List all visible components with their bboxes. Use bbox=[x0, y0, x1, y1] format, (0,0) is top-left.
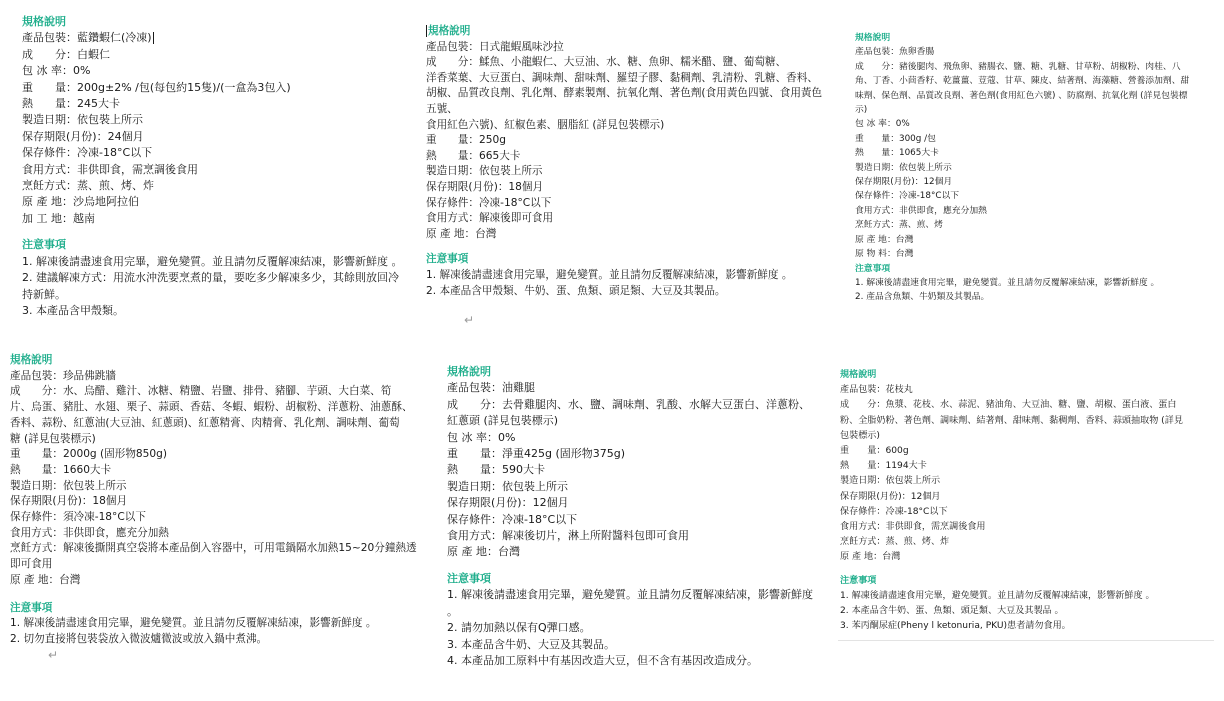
spec-line: 原 產 地：沙烏地阿拉伯 bbox=[22, 195, 139, 209]
text-cursor bbox=[426, 25, 427, 37]
spec-panel-lobster-salad bbox=[426, 24, 821, 329]
spec-line: 保存期限(月份)：12個月 bbox=[447, 496, 569, 510]
spec-line: 熱 量：1194大卡 bbox=[840, 461, 927, 472]
spec-panel-shrimp bbox=[22, 14, 422, 319]
spec-line: 包 冰 率：0% bbox=[447, 430, 516, 444]
spec-line: 包 冰 率：0% bbox=[22, 64, 91, 78]
spec-line: 重 量：300g /包 bbox=[855, 133, 936, 144]
spec-line: 香料、蒜粉、紅蔥油(大豆油、紅蔥頭)、紅蔥精膏、肉精膏、乳化劑、調味劑、葡萄 bbox=[10, 416, 400, 429]
note-line: 3. 本產品含甲殼類。 bbox=[22, 303, 124, 317]
spec-line: 食用方式：非供即食，應充分加熱 bbox=[855, 205, 987, 216]
spec-line: 熱 量：590大卡 bbox=[447, 463, 545, 477]
return-mark-icon: ↵ bbox=[464, 313, 475, 328]
spec-line: 味劑、保色劑、品質改良劑、著色劑(食用紅色六號) 、防腐劑、抗氧化劑 (詳見包裝標 bbox=[855, 90, 1188, 101]
spec-line: 角、丁香、小茴香籽、乾薑薑、荳蔻、甘草、陳皮、結著劑、海藻糖、營養添加劑、甜 bbox=[855, 76, 1190, 87]
note-line: 2. 本產品含牛奶、蛋、魚類、頭足類、大豆及其製品 。 bbox=[840, 606, 1064, 617]
divider bbox=[838, 640, 1214, 641]
spec-line: 熱 量：665大卡 bbox=[426, 149, 521, 162]
spec-line: 重 量：淨重425g (固形物375g) bbox=[447, 447, 626, 461]
spec-line: 產品包裝：油雞腿 bbox=[447, 381, 535, 395]
spec-line: 保存條件：須冷凍-18°C以下 bbox=[10, 511, 146, 524]
spec-line: 產品包裝：珍品佛跳牆 bbox=[10, 369, 116, 382]
note-line: 1. 解凍後請盡速食用完畢，避免變質。並且請勿反覆解凍結凍，影響新鮮度 。 bbox=[840, 590, 1155, 601]
spec-title: 規格說明 bbox=[10, 354, 53, 366]
spec-line: 製造日期：依包裝上所示 bbox=[447, 479, 568, 493]
notes-title: 注意事項 bbox=[447, 571, 491, 585]
spec-line: 保存期限(月份)：12個月 bbox=[840, 491, 941, 502]
spec-line: 保存期限(月份)：12個月 bbox=[855, 177, 953, 188]
spec-line: 保存條件：冷凍-18°C以下 bbox=[855, 191, 960, 202]
spec-line: 食用方式：非供即食，需烹調後食用 bbox=[840, 522, 986, 533]
spec-line: 成 分：豬後腿肉、飛魚卵、豬腸衣、鹽、糖、乳糖、甘草粉、胡椒粉、肉桂、八 bbox=[855, 61, 1181, 72]
spec-line: 原 產 地：台灣 bbox=[426, 227, 497, 240]
spec-line-package: 產品包裝：藍鑽蝦仁(冷凍) bbox=[22, 31, 152, 45]
note-line: 持新鮮。 bbox=[22, 287, 66, 301]
spec-line: 保存期限(月份)：18個月 bbox=[426, 180, 544, 193]
spec-line: 成 分：白蝦仁 bbox=[22, 47, 110, 61]
spec-line: 烹飪方式：蒸、煎、烤、炸 bbox=[22, 179, 154, 193]
spec-line: 五號、 bbox=[426, 102, 458, 115]
spec-line: 製造日期：依包裝上所示 bbox=[22, 113, 143, 127]
spec-line: 產品包裝：魚卵香腸 bbox=[855, 47, 935, 58]
notes-title: 注意事項 bbox=[840, 575, 877, 586]
spec-line: 重 量：2000g (固形物850g) bbox=[10, 448, 168, 461]
note-line: 1. 解凍後請盡速食用完畢，避免變質。並且請勿反覆解凍結凍，影響新鮮度 。 bbox=[10, 617, 377, 630]
spec-line: 保存期限(月份)：24個月 bbox=[22, 129, 144, 143]
note-line: 2. 本產品含甲殼類、牛奶、蛋、魚類、頭足類、大豆及其製品。 bbox=[426, 284, 726, 297]
spec-line: 成 分：水、烏醋、雞汁、冰糖、精鹽、岩鹽、排骨、豬腳、芋頭、大白菜、筍 bbox=[10, 385, 392, 398]
note-line: 1. 解凍後請盡速食用完畢，避免變質。並且請勿反覆解凍結凍，影響新鮮度 。 bbox=[855, 277, 1160, 288]
spec-line: 包裝標示) bbox=[840, 430, 880, 441]
note-line: 。 bbox=[447, 604, 458, 618]
spec-title: 規格說明 bbox=[428, 25, 471, 37]
text-cursor bbox=[153, 32, 154, 44]
spec-line: 洋香菜葉、大豆蛋白、調味劑、甜味劑、羅望子膠、黏稠劑、乳清粉、乳糖、香料、 bbox=[426, 71, 818, 84]
spec-line: 保存條件：冷凍-18°C以下 bbox=[22, 146, 153, 160]
spec-line: 保存條件：冷凍-18°C以下 bbox=[447, 512, 578, 526]
note-line: 4. 本產品加工原料中有基因改造大豆，但不含有基因改造成分。 bbox=[447, 653, 758, 667]
spec-line: 熱 量：245大卡 bbox=[22, 97, 120, 111]
spec-line: 熱 量：1065大卡 bbox=[855, 148, 939, 159]
note-line: 2. 切勿直接將包裝袋放入微波爐微波或放入鍋中煮沸。 bbox=[10, 632, 268, 645]
note-line: 1. 解凍後請盡速食用完畢，避免變質。並且請勿反覆解凍結凍，影響新鮮度 。 bbox=[22, 254, 403, 268]
spec-line: 原 物 料：台灣 bbox=[855, 249, 914, 260]
spec-title: 規格說明 bbox=[855, 33, 891, 43]
spec-line: 原 產 地：台灣 bbox=[447, 545, 520, 559]
spec-line: 烹飪方式：蒸、煎、烤、炸 bbox=[840, 537, 950, 548]
spec-line: 製造日期：依包裝上所示 bbox=[855, 162, 952, 173]
spec-line: 保存期限(月份)：18個月 bbox=[10, 495, 128, 508]
spec-line: 產品包裝：日式龍蝦風味沙拉 bbox=[426, 40, 564, 53]
spec-line: 成 分：鰇魚、小龍蝦仁、大豆油、水、糖、魚卵、糯米醋、鹽、葡萄糖、 bbox=[426, 56, 787, 69]
spec-line: 包 冰 率：0% bbox=[855, 119, 910, 130]
spec-panel-buddha-jumps bbox=[10, 353, 443, 663]
spec-title: 規格說明 bbox=[840, 370, 877, 380]
spec-title: 規格說明 bbox=[22, 15, 66, 28]
return-mark-icon: ↵ bbox=[48, 647, 59, 662]
spec-line: 食用方式：非供即食，需烹調後食用 bbox=[22, 162, 198, 176]
spec-line: 食用方式：解凍後即可食用 bbox=[426, 212, 554, 225]
spec-line: 原 產 地：台灣 bbox=[10, 573, 81, 586]
note-line: 3. 苯丙酮尿症(Pheny l ketonuria, PKU)患者請勿食用。 bbox=[840, 621, 1071, 632]
spec-line: 食用紅色六號)、紅椒色素、胭脂紅 (詳見包裝標示) bbox=[426, 118, 665, 131]
spec-line: 重 量：600g bbox=[840, 446, 909, 457]
spec-title: 規格說明 bbox=[447, 365, 491, 378]
spec-line: 熱 量：1660大卡 bbox=[10, 463, 112, 476]
notes-title: 注意事項 bbox=[426, 253, 469, 266]
notes-title: 注意事項 bbox=[10, 601, 53, 614]
note-line: 2. 建議解凍方式：用流水沖洗要烹煮的量，要吃多少解凍多少，其餘則放回冷 bbox=[22, 271, 399, 285]
notes-title: 注意事項 bbox=[22, 238, 66, 252]
note-line: 3. 本產品含牛奶、大豆及其製品。 bbox=[447, 637, 615, 651]
spec-panel-chicken-leg bbox=[447, 364, 837, 669]
spec-panel-squid-ball bbox=[840, 368, 1212, 634]
spec-line: 片、烏蛋、豬肚、水翅、栗子、蒜頭、香菇、冬蝦、蝦粉、胡椒粉、洋蔥粉、油蔥酥、 bbox=[10, 401, 413, 414]
spec-line: 重 量：250g bbox=[426, 134, 506, 147]
note-line: 2. 產品含魚類、牛奶類及其製品。 bbox=[855, 292, 990, 303]
notes-title: 注意事項 bbox=[855, 263, 891, 274]
spec-line: 食用方式：解凍後切片，淋上所附醬料包即可食用 bbox=[447, 529, 689, 543]
spec-line: 烹飪方式：蒸、煎、烤 bbox=[855, 220, 943, 231]
spec-line: 製造日期：依包裝上所示 bbox=[10, 479, 127, 492]
spec-line: 糖 (詳見包裝標示) bbox=[10, 432, 96, 445]
spec-line: 胡椒、品質改良劑、乳化劑、酵素製劑、抗氧化劑、著色劑(食用黃色四號、食用黃色 bbox=[426, 87, 823, 100]
note-line: 1. 解凍後請盡速食用完畢，避免變質。並且請勿反覆解凍結凍，影響新鮮度 。 bbox=[426, 268, 793, 281]
spec-line: 紅蔥頭 (詳見包裝標示) bbox=[447, 414, 559, 428]
spec-line: 烹飪方式：解凍後撕開真空袋將本產品倒入容器中，可用電鍋隔水加熱15~20分鐘熱透 bbox=[10, 542, 417, 555]
spec-line: 製造日期：依包裝上所示 bbox=[840, 476, 941, 487]
spec-line: 示) bbox=[855, 105, 868, 116]
spec-line: 保存條件：冷凍-18°C以下 bbox=[426, 196, 552, 209]
spec-line: 成 分：魚漿、花枝、水、蒜泥、豬油角、大豆油、糖、鹽、胡椒、蛋白液、蛋白 bbox=[840, 400, 1177, 411]
note-line: 1. 解凍後請盡速食用完畢，避免變質。並且請勿反覆解凍結凍，影響新鮮度 bbox=[447, 588, 813, 602]
spec-line: 製造日期：依包裝上所示 bbox=[426, 165, 543, 178]
spec-line: 原 產 地：台灣 bbox=[840, 552, 901, 563]
spec-line: 重 量：200g±2% /包(每包約15隻)/(一盒為3包入) bbox=[22, 80, 291, 94]
note-line: 2. 請勿加熱以保有Q彈口感。 bbox=[447, 621, 591, 635]
spec-panel-roe-sausage bbox=[855, 31, 1217, 305]
spec-line: 保存條件：冷凍-18°C以下 bbox=[840, 506, 948, 517]
spec-line: 產品包裝：花枝丸 bbox=[840, 385, 913, 396]
spec-line: 原 產 地：台灣 bbox=[855, 234, 914, 245]
spec-line: 即可食用 bbox=[10, 558, 53, 571]
spec-line: 食用方式：非供即食，應充分加熱 bbox=[10, 526, 169, 539]
spec-line: 粉、全脂奶粉、著色劑、調味劑、結著劑、甜味劑、黏稠劑、香料、蒜頭抽取物 (詳見 bbox=[840, 415, 1183, 426]
spec-line: 加 工 地：越南 bbox=[22, 211, 95, 225]
spec-line: 成 分：去骨雞腿肉、水、鹽、調味劑、乳酸、水解大豆蛋白、洋蔥粉、 bbox=[447, 397, 810, 411]
